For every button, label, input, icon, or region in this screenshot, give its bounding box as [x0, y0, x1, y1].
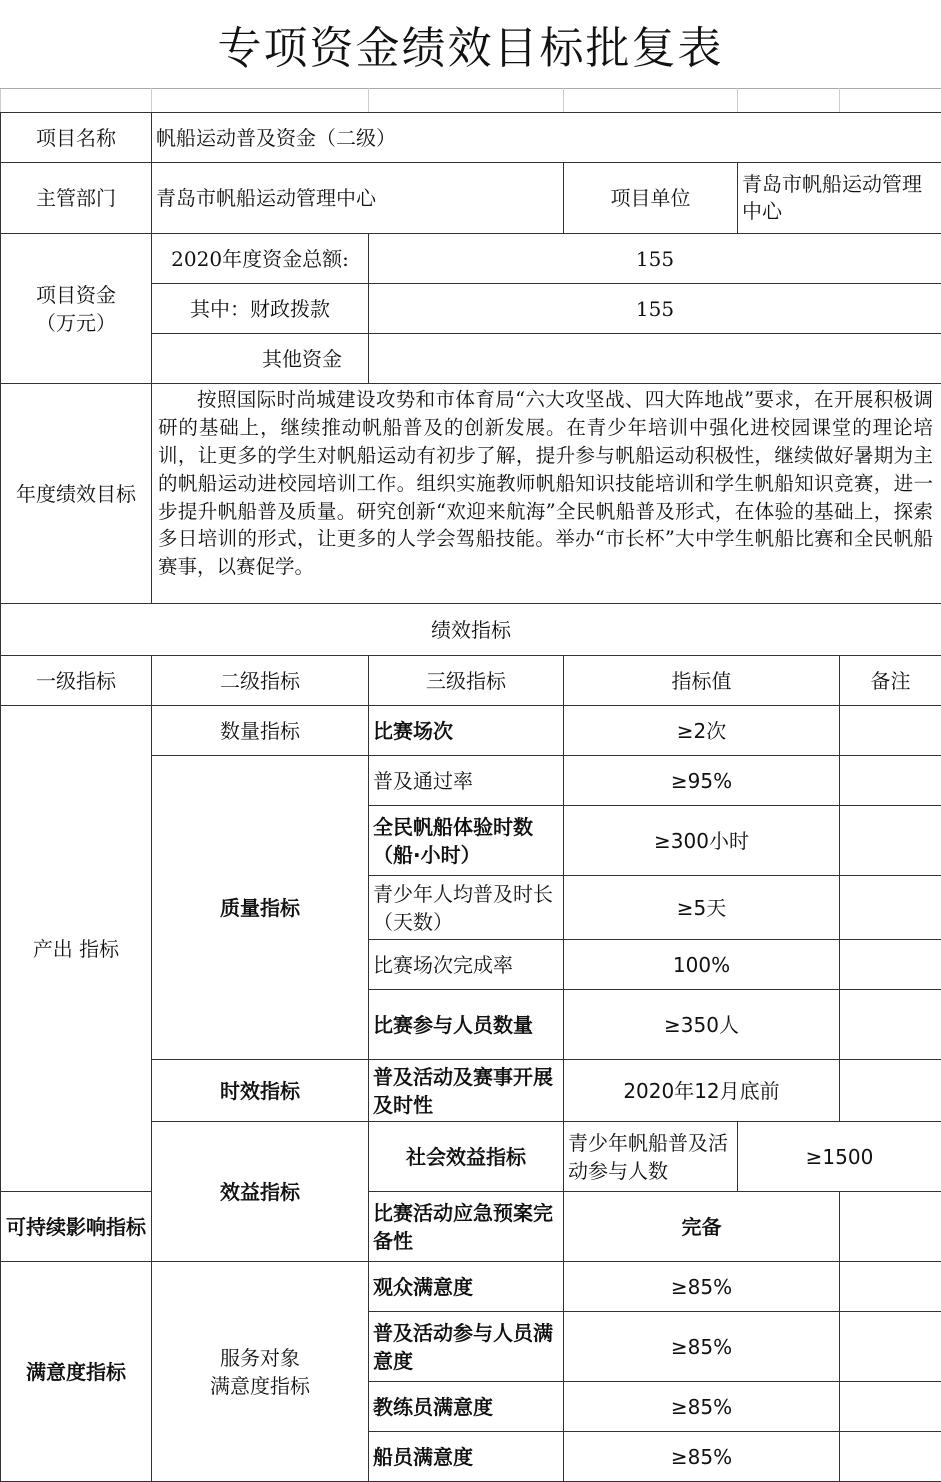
- header-level3: 三级指标: [369, 656, 564, 706]
- indicator-value: ≥5天: [564, 876, 840, 940]
- output-indicator-label: 产出 指标: [1, 706, 152, 1192]
- header-note: 备注: [840, 656, 941, 706]
- indicator-note: [840, 1060, 941, 1122]
- satisfaction-indicator-label: 满意度指标: [1, 1262, 152, 1482]
- fiscal-value: 155: [369, 284, 941, 334]
- fiscal-label: 其中：财政拨款: [152, 284, 369, 334]
- indicator-note: [840, 806, 941, 876]
- indicator-name: 普及活动及赛事开展及时性: [369, 1060, 564, 1122]
- project-name-label: 项目名称: [1, 113, 152, 163]
- total-funds-row: [1, 234, 941, 284]
- total-label: 2020年度资金总额:: [152, 234, 369, 284]
- indicator-value: ≥95%: [564, 756, 840, 806]
- indicator-value: ≥85%: [564, 1312, 840, 1382]
- table-row: [1, 706, 941, 756]
- indicator-value: ≥1500: [738, 1122, 941, 1192]
- other-label: 其他资金: [152, 334, 369, 384]
- spacer-row: [1, 89, 941, 113]
- indicator-name: 比赛活动应急预案完备性: [369, 1192, 564, 1262]
- indicator-note: [840, 706, 941, 756]
- benefit-indicator-label: 效益指标: [152, 1122, 369, 1262]
- indicator-name: 全民帆船体验时数（船·小时）: [369, 806, 564, 876]
- indicator-note: [840, 1312, 941, 1382]
- indicator-value: ≥300小时: [564, 806, 840, 876]
- indicator-name: 比赛场次: [369, 706, 564, 756]
- quality-indicator-label: 质量指标: [152, 756, 369, 1060]
- indicator-name: 青少年人均普及时长（天数）: [369, 876, 564, 940]
- approval-table: [0, 88, 941, 1482]
- indicator-note: [840, 756, 941, 806]
- indicator-name: 比赛场次完成率: [369, 940, 564, 990]
- service-satisfaction-label: 服务对象 满意度指标: [152, 1262, 369, 1482]
- indicator-value: ≥2次: [564, 706, 840, 756]
- goal-text: 按照国际时尚城建设攻势和市体育局“六大攻坚战、四大阵地战”要求，在开展积极调研的基础上，继续推动帆船普及的创新发展。在青少年培训中强化进校园课堂的理论培训，让更多的学生对帆船运动有初步了解，提升参与帆船运动积极性，继续做好暑期为主的帆船运动进校园培训工作。组织实施教师帆船知识技能培训和学生帆船知识竞赛，进一步提升帆船普及质量。研究创新“欢迎来航海”全民帆船普及形式，在体验的基础上，探索多日培训的形式，让更多的人学会驾船技能。举办“市长杯”大中学生帆船比赛和全民帆船赛事，以赛促学。: [152, 384, 941, 604]
- funds-label: 项目资金 （万元）: [1, 234, 152, 384]
- annual-goal-row: [1, 384, 941, 604]
- quantity-indicator-label: 数量指标: [152, 706, 369, 756]
- indicator-name: 教练员满意度: [369, 1382, 564, 1432]
- indicator-value: ≥350人: [564, 990, 840, 1060]
- table-row: [1, 1262, 941, 1312]
- goal-label: 年度绩效目标: [1, 384, 152, 604]
- indicator-name: 普及活动参与人员满意度: [369, 1312, 564, 1382]
- dept-label: 主管部门: [1, 163, 152, 234]
- indicator-name: 青少年帆船普及活动参与人数: [564, 1122, 738, 1192]
- unit-value: 青岛市帆船运动管理中心: [738, 163, 941, 234]
- indicator-value: 完备: [564, 1192, 840, 1262]
- indicator-note: [840, 1262, 941, 1312]
- indicator-name: 普及通过率: [369, 756, 564, 806]
- indicator-note: [840, 990, 941, 1060]
- indicator-value: ≥85%: [564, 1262, 840, 1312]
- indicator-note: [840, 1432, 941, 1482]
- other-value: [369, 334, 941, 384]
- indicator-name: 观众满意度: [369, 1262, 564, 1312]
- unit-label: 项目单位: [564, 163, 738, 234]
- indicator-header-row: [1, 656, 941, 706]
- indicator-value: ≥85%: [564, 1432, 840, 1482]
- table-row: [1, 1192, 941, 1262]
- indicator-name: 船员满意度: [369, 1432, 564, 1482]
- page-title: 专项资金绩效目标批复表: [0, 0, 941, 88]
- indicator-section-row: [1, 604, 941, 656]
- project-name-row: [1, 113, 941, 163]
- total-value: 155: [369, 234, 941, 284]
- indicator-value: 100%: [564, 940, 840, 990]
- indicator-note: [840, 940, 941, 990]
- dept-value: 青岛市帆船运动管理中心: [152, 163, 564, 234]
- indicator-value: 2020年12月底前: [564, 1060, 840, 1122]
- indicator-note: [840, 1382, 941, 1432]
- header-value: 指标值: [564, 656, 840, 706]
- indicator-note: [840, 876, 941, 940]
- indicator-note: [840, 1192, 941, 1262]
- project-name-value: 帆船运动普及资金（二级）: [152, 113, 941, 163]
- header-level2: 二级指标: [152, 656, 369, 706]
- social-benefit-label: 社会效益指标: [369, 1122, 564, 1192]
- indicator-name: 比赛参与人员数量: [369, 990, 564, 1060]
- sustainability-label: 可持续影响指标: [1, 1192, 152, 1262]
- indicator-section-title: 绩效指标: [1, 604, 941, 656]
- department-row: [1, 163, 941, 234]
- indicator-value: ≥85%: [564, 1382, 840, 1432]
- timeliness-indicator-label: 时效指标: [152, 1060, 369, 1122]
- header-level1: 一级指标: [1, 656, 152, 706]
